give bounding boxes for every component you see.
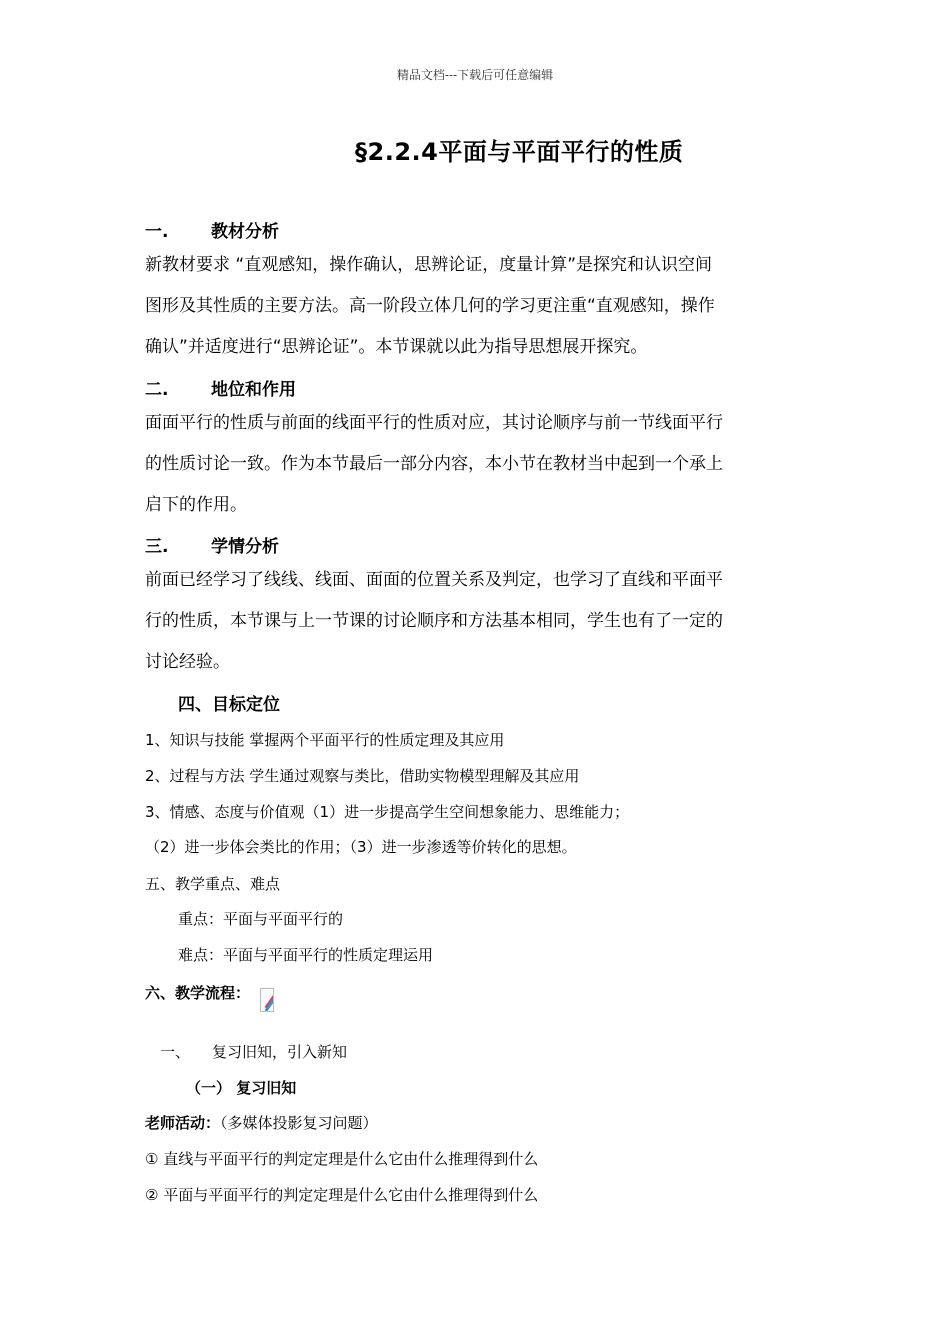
page-title: §2.2.4平面与平面平行的性质 bbox=[355, 138, 684, 166]
flow-step-number: 一、 bbox=[160, 1043, 191, 1061]
section-heading-2 bbox=[145, 375, 296, 400]
paragraph-line: 讨论经验。 bbox=[145, 652, 230, 672]
section-heading-3 bbox=[145, 532, 279, 557]
paragraph-line: 行的性质，本节课与上一节课的讨论顺序和方法基本相同，学生也有了一定的 bbox=[145, 611, 723, 631]
difficulty-point: 难点：平面与平面平行的性质定理运用 bbox=[178, 946, 434, 964]
review-question: ② 平面与平面平行的判定定理是什么它由什么推理得到什么 bbox=[145, 1186, 539, 1204]
paragraph-line: 前面已经学习了线线、线面、面面的位置关系及判定，也学习了直线和平面平 bbox=[145, 570, 723, 590]
review-question: ① 直线与平面平行的判定定理是什么它由什么推理得到什么 bbox=[145, 1150, 539, 1168]
page-header: 精品文档---下载后可任意编辑 bbox=[396, 68, 554, 82]
paragraph-line: 新教材要求 “直观感知，操作确认，思辨论证，度量计算”是探究和认识空间 bbox=[145, 255, 713, 275]
flow-step-label: 复习旧知，引入新知 bbox=[212, 1043, 348, 1061]
section-title: 教材分析 bbox=[211, 222, 279, 242]
flow-heading: 六、教学流程： bbox=[145, 984, 251, 1002]
section-title: 地位和作用 bbox=[211, 380, 296, 400]
section-title: 学情分析 bbox=[211, 537, 279, 557]
flow-subheading: （一） 复习旧知 bbox=[186, 1079, 297, 1097]
section-number: 一. bbox=[145, 222, 169, 242]
goals-heading: 四、目标定位 bbox=[178, 695, 280, 715]
goal-item: 1、知识与技能 掌握两个平面平行的性质定理及其应用 bbox=[145, 731, 505, 749]
keypoints-heading: 五、教学重点、难点 bbox=[145, 875, 281, 893]
flow-step bbox=[160, 1041, 347, 1062]
section-heading-1 bbox=[145, 217, 279, 242]
teacher-activity bbox=[145, 1112, 378, 1133]
section-body-2 bbox=[145, 403, 807, 526]
teacher-label: 老师活动： bbox=[145, 1114, 221, 1132]
focus-point: 重点：平面与平面平行的 bbox=[178, 910, 344, 928]
section-number: 二. bbox=[145, 380, 169, 400]
broken-image-icon bbox=[260, 988, 274, 1012]
section-body-1 bbox=[145, 245, 807, 368]
goal-item: 3、情感、态度与价值观（1）进一步提高学生空间想象能力、思维能力； bbox=[145, 803, 630, 821]
paragraph-line: 图形及其性质的主要方法。高一阶段立体几何的学习更注重“直观感知，操作 bbox=[145, 296, 715, 316]
paragraph-line: 面面平行的性质与前面的线面平行的性质对应，其讨论顺序与前一节线面平行 bbox=[145, 413, 723, 433]
paragraph-line: 确认”并适度进行“思辨论证”。本节课就以此为指导思想展开探究。 bbox=[145, 337, 648, 357]
teacher-note: （多媒体投影复习问题） bbox=[220, 1114, 378, 1132]
paragraph-line: 的性质讨论一致。作为本节最后一部分内容，本小节在教材当中起到一个承上 bbox=[145, 454, 723, 474]
goal-item: （2）进一步体会类比的作用；（3）进一步渗透等价转化的思想。 bbox=[145, 838, 577, 856]
goal-item: 2、过程与方法 学生通过观察与类比，借助实物模型理解及其应用 bbox=[145, 767, 580, 785]
section-body-3 bbox=[145, 560, 807, 683]
section-number: 三. bbox=[145, 537, 169, 557]
paragraph-line: 启下的作用。 bbox=[145, 495, 247, 515]
